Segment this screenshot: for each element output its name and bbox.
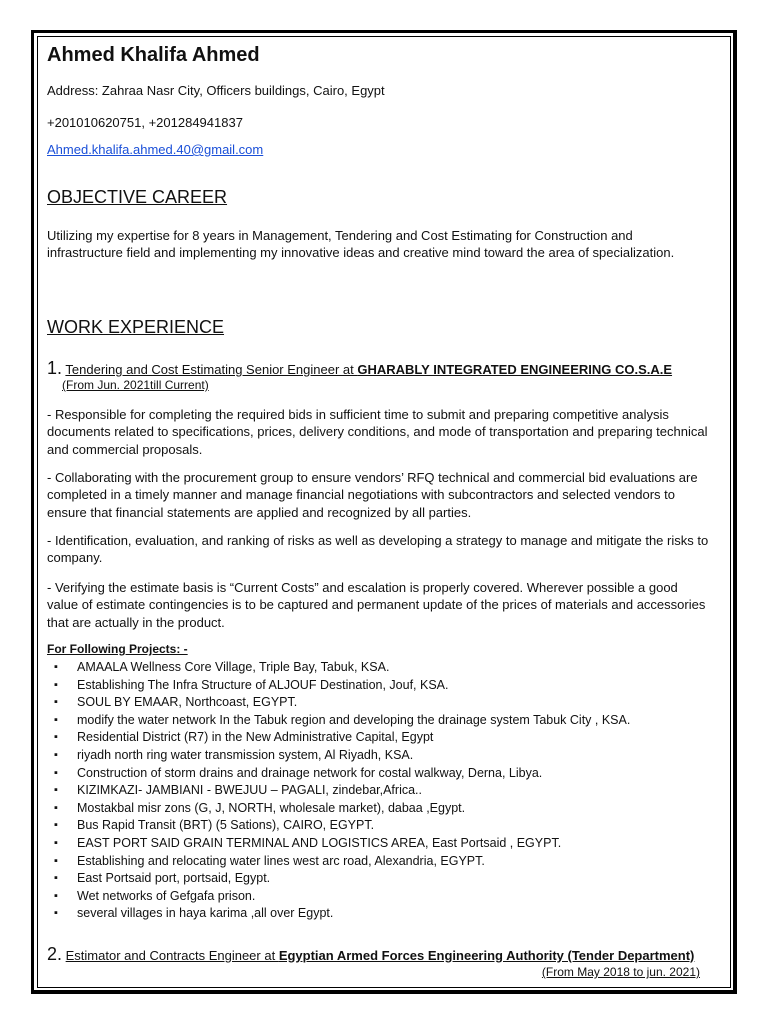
project-item: ▪ Mostakbal misr zons (G, J, NORTH, wholesale market), dabaa ,Egypt. (47, 800, 712, 818)
bullet-icon: ▪ (54, 872, 58, 885)
projects-list (47, 659, 712, 923)
bullet-icon: ▪ (54, 661, 58, 673)
job-1-dates: (From Jun. 2021till Current) (62, 378, 209, 392)
bullet-icon: ▪ (54, 819, 58, 832)
job-2-role: Estimator and Contracts Engineer at (65, 948, 279, 963)
job-1-responsibility: - Collaborating with the procurement group to ensure vendors’ RFQ technical and commercial bid evaluations are completed in a timely manner and manage financial negotiations with subcontractors and selected vendors to ensure that financial statements are applied and recognized by all parties. (47, 470, 698, 520)
job-1-role: Tendering and Cost Estimating Senior Engineer at (65, 362, 358, 377)
job-2-company: Egyptian Armed Forces Engineering Authority (Tender Department) (278, 948, 695, 963)
bullet-icon: ▪ (54, 678, 58, 691)
email-link[interactable]: Ahmed.khalifa.ahmed.40@gmail.com (47, 142, 264, 157)
project-item: ▪ Wet networks of Gefgafa prison. (47, 888, 712, 906)
project-item: ▪ Residential District (R7) in the New Administrative Capital, Egypt (47, 729, 712, 747)
projects-heading: For Following Projects: - (47, 642, 188, 656)
job-1-responsibility: - Responsible for completing the required bids in sufficient time to submit and preparing competitive analysis documents related to specifications, prices, delivery conditions, and mode of transportation and preparing technical and commercial proposals. (47, 407, 708, 457)
project-item: ▪ Construction of storm drains and drainage network for costal walkway, Derna, Libya. (47, 765, 712, 783)
project-item: ▪ EAST PORT SAID GRAIN TERMINAL AND LOGISTICS AREA, East Portsaid , EGYPT. (47, 835, 712, 853)
candidate-name: Ahmed Khalifa Ahmed (47, 44, 260, 66)
bullet-icon: ▪ (54, 731, 58, 744)
project-item: ▪ AMAALA Wellness Core Village, Triple Bay, Tabuk, KSA. (47, 659, 712, 677)
job-1-company: GHARABLY INTEGRATED ENGINEERING CO.S.A.E (357, 362, 673, 377)
project-item: ▪ Establishing and relocating water lines west arc road, Alexandria, EGYPT. (47, 853, 712, 871)
bullet-icon: ▪ (54, 748, 58, 761)
bullet-icon: ▪ (54, 766, 58, 779)
job-2-title (47, 944, 694, 965)
objective-text: Utilizing my expertise for 8 years in Management, Tendering and Cost Estimating for Construction and infrastructure field and implementing my innovative ideas and creative mind toward the area of specialization. (47, 228, 675, 261)
bullet-icon: ▪ (54, 801, 58, 814)
job-2-number: 2. (47, 944, 63, 964)
project-item: ▪ East Portsaid port, portsaid, Egypt. (47, 870, 712, 888)
project-item: ▪ SOUL BY EMAAR, Northcoast, EGYPT. (47, 694, 712, 712)
bullet-icon: ▪ (54, 907, 58, 920)
objective-heading: OBJECTIVE CAREER (47, 187, 228, 207)
bullet-icon: ▪ (54, 836, 58, 849)
bullet-icon: ▪ (54, 784, 58, 797)
project-item: ▪ modify the water network In the Tabuk region and developing the drainage system Tabuk City , KSA. (47, 712, 712, 730)
project-item: ▪ KIZIMKAZI- JAMBIANI - BWEJUU – PAGALI, zindebar,Africa.. (47, 782, 712, 800)
work-experience-heading: WORK EXPERIENCE (47, 317, 225, 337)
project-item: ▪ riyadh north ring water transmission system, Al Riyadh, KSA. (47, 747, 712, 765)
bullet-icon: ▪ (54, 696, 58, 709)
phone-line: +201010620751, +201284941837 (47, 115, 243, 130)
bullet-icon: ▪ (54, 713, 58, 726)
project-item: ▪ several villages in haya karima ,all over Egypt. (47, 905, 712, 923)
job-2-dates: (From May 2018 to jun. 2021) (541, 965, 700, 979)
job-1-responsibility: - Verifying the estimate basis is “Current Costs” and escalation is properly covered. Wherever possible a good value of estimate contingencies is to be captured and permanent update of the prices of materials and accessories that are actually in the product. (47, 580, 706, 630)
job-1-title (47, 358, 672, 379)
job-1-responsibility: - Identification, evaluation, and ranking of risks as well as developing a strategy to manage and mitigate the risks to company. (47, 533, 709, 566)
address-line: Address: Zahraa Nasr City, Officers buildings, Cairo, Egypt (47, 83, 385, 98)
bullet-icon: ▪ (54, 854, 58, 867)
project-item: ▪ Establishing The Infra Structure of ALJOUF Destination, Jouf, KSA. (47, 677, 712, 695)
project-item: ▪ Bus Rapid Transit (BRT) (5 Sations), CAIRO, EGYPT. (47, 817, 712, 835)
job-1-number: 1. (47, 358, 63, 378)
bullet-icon: ▪ (54, 889, 58, 902)
